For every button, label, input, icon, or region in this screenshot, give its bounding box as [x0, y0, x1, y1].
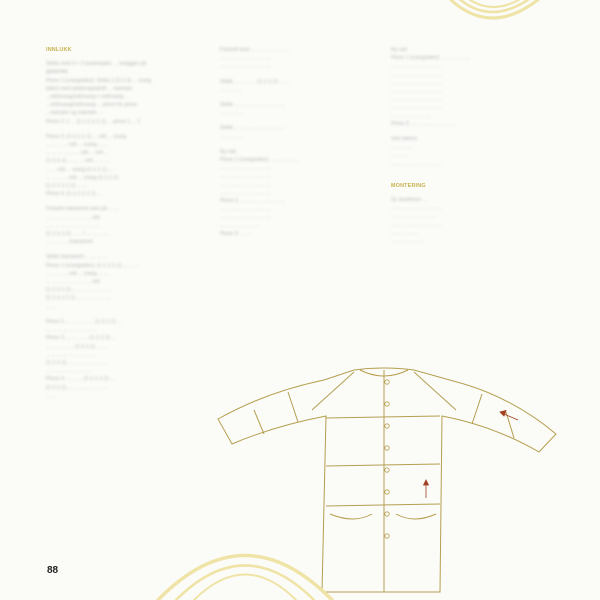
text-line: (1-1-1-1) ... ... ... ... ... ... ...	[46, 359, 107, 366]
text-line: Pinne 2: ... ... ... ... ... (1-1-1-1) ...	[46, 318, 122, 325]
body-paragraph	[220, 46, 378, 71]
text-line: (1-1-1-1) ... ... ... rett ... ... ...	[46, 158, 110, 165]
text-line: ... ... ... ... ... ... ... ... ...	[46, 351, 97, 358]
text-line: ... ... ... ... ... ... rett ... rett ...	[46, 150, 109, 157]
text-line: ... ... ... ... ... ... ... ... ...	[220, 214, 271, 221]
text-line: Fortsett mønsteret som på ... ...	[46, 206, 119, 213]
text-line: Pinne 2: ... ... ... ... ... ... ... ...	[220, 198, 286, 205]
text-line: ... ... ... ... ... ... ... ... ...	[391, 71, 442, 78]
text-line: Sy skuldrene ...	[391, 197, 427, 204]
text-line: ... ... ... ... ... ... ... ... rett	[46, 214, 100, 221]
text-line: ... ... ... ... ... ... ... ... ...	[391, 160, 442, 167]
text-line: ... ... ... ... ... ... ...	[391, 112, 430, 119]
text-line: ... ... ... ...	[220, 133, 242, 140]
text-line: ... ... ... ... ... ... ... ... ...	[391, 63, 442, 70]
text-line: ... ... ... ... ... ... ... ... ...	[391, 205, 442, 212]
text-line: ... ... ... ...	[220, 86, 242, 93]
body-paragraph	[46, 60, 208, 126]
text-line: ... ... ... ... ... (1-1-1-1) ... ...	[46, 343, 107, 350]
body-paragraph	[220, 101, 378, 117]
body-paragraph	[46, 133, 208, 199]
text-column-1	[46, 46, 208, 407]
text-line: ...mønster og mønster ...	[46, 110, 103, 117]
text-line: Pinne 1 (vrangsiden): Strikk 1 (2-2-3) ... vrang	[46, 77, 152, 84]
text-column-2	[220, 46, 378, 245]
body-paragraph	[220, 148, 378, 238]
body-paragraph	[391, 196, 553, 245]
text-line: ... ... ... ... ... ... ... ... ...	[220, 63, 271, 70]
text-line: ... ... ... ...	[220, 110, 242, 117]
page-number: 88	[47, 565, 59, 576]
text-line: ... ... ... ... ... ... ... ... ...	[391, 104, 442, 111]
text-line: ... ... ... ... ... ... ... ... ...	[46, 327, 97, 334]
text-line: ... ... ... ... ... ... ...	[220, 222, 259, 229]
text-line: ... ... ... ... ...	[391, 229, 419, 236]
text-line: (1-1-1-1-1-1) ... ...	[46, 183, 87, 190]
text-line: ... ... ... ... ... ... ... ...	[391, 213, 436, 220]
body-paragraph	[391, 46, 553, 128]
text-line: Strikk ... ... ... ... ... ... ... ... ...	[220, 102, 285, 109]
decorative-gold-rings	[440, 0, 550, 34]
text-line: Strikk mønsteret ... ... ... ...	[46, 254, 107, 261]
text-line: ... ... ... ... ... ... ... ... ...	[220, 206, 271, 213]
column-paragraphs	[46, 60, 208, 400]
text-line: ... ... rett ... vrang (1-1-1-1) ...	[46, 166, 113, 173]
decorative-gold-rings	[150, 525, 340, 600]
text-line: ... ... ... ... ... ... ... ... ...	[220, 181, 271, 188]
body-paragraph	[46, 205, 208, 246]
body-paragraph	[46, 318, 208, 400]
column-paragraphs	[220, 46, 378, 238]
body-paragraph	[220, 78, 378, 94]
text-line: Pinne 4: (1-1-1-1-1-1) ...	[46, 191, 102, 198]
body-paragraph	[46, 253, 208, 310]
text-line: Ny rad:	[391, 47, 408, 53]
text-line: Pinne 1 (vrangsiden): ... ... ... ... ...	[220, 157, 299, 164]
text-line: ... ... ... ... ... ... ... ... rett	[46, 279, 100, 286]
text-line: Pinne 4: ... ... ... (1-1-1-1-1) ...	[46, 376, 115, 383]
text-line: ... ... ...	[391, 152, 407, 159]
text-line: ... ...	[46, 392, 57, 399]
text-line: (ikke) med strikkeoppskrift ... mønster	[46, 85, 133, 92]
text-line: (1-1-1-1) ... ... ... ... ... ... ...	[46, 384, 107, 391]
text-line: ... ... ... ... rett ... vrang (1-1-1-1)	[46, 174, 119, 181]
text-line: ... ... ... ... ... ... ... ... ...	[391, 96, 442, 103]
text-line: Strikk ... ... ... ... ... ... ... ... ...	[220, 125, 285, 132]
text-line: ... ... ... ... ... ... ... ... ...	[220, 189, 271, 196]
text-line: Pinne 3: (1-1-1-1-1) ... rett ... vrang	[46, 133, 127, 140]
text-line: Pinne 2: ... ... ... ... ... ... ... ...	[391, 120, 457, 127]
text-line: Pinne 3: ... ...	[220, 230, 251, 237]
text-line: Pinne 1 (vrangsiden): (1-1-1-1-1) ... ... ...	[46, 262, 139, 269]
text-line: ... ... ... ... mønsteret.	[46, 239, 94, 246]
text-line: ... ... ... ... rett ... vrang ... ...	[46, 142, 109, 149]
section-heading: INNLUKK	[46, 47, 72, 53]
text-line: Strikk med 4 + 2 kantmasker ... Innjigger på	[46, 61, 147, 68]
text-line: ... ... ... ... ... ... ... ... ...	[391, 88, 442, 95]
column-paragraphs	[391, 196, 553, 245]
text-line: Fortsett med ... ... ... ... ... ... ...	[220, 47, 290, 53]
text-line: ...rett/vrang/rett/vrang + rett/vrang ...	[46, 94, 130, 101]
text-line: Pinne 3: ... ... ... ... (1-1-1-1) ...	[46, 335, 116, 342]
text-line: Strikk ... ... ... ... (1-1-1-1) ... ...	[220, 78, 290, 85]
text-line: ... ... ... ... ... ... ... ... ...	[220, 55, 271, 62]
text-line: Pinne 1 (vrangsiden): ... ... ... ... ...	[391, 55, 470, 62]
text-line: Pinne 2: 1 ... (1-1-1-1-1-1) ... pinne 1 ... 1	[46, 118, 141, 125]
text-line: glattstrikk	[46, 69, 68, 76]
section-heading: MONTERING	[391, 182, 426, 189]
body-paragraph	[220, 124, 378, 140]
text-line: ... ... ... ... ... ... ... ... ...	[220, 173, 271, 180]
text-line: Ny rad:	[220, 148, 237, 155]
text-line: ... ... ... ...	[391, 144, 413, 151]
text-line: (1-1-1-1-1-1) ... ... ... ... ... ...	[46, 295, 110, 302]
text-line: (1-1-1-1-1) ... ... ... ... ... ... ...	[46, 287, 112, 294]
text-line: ... ... ... ... ... ... ... ... ...	[220, 165, 271, 172]
text-line: ... ... ... ... ... ... ... ...	[46, 368, 91, 375]
text-line: (1-1-1-1-1) ... ... / ... ... ... ...	[46, 231, 109, 238]
text-line: ... ... ... ... ... ... ... ... ...	[391, 221, 442, 228]
text-line: ... ... ... ... ... ...	[391, 238, 425, 245]
body-paragraph	[391, 135, 553, 168]
text-line: ...rett/vrang/rett/vrang ... pinne for pinne	[46, 102, 138, 109]
text-column-3	[391, 46, 553, 252]
text-line: , ... ... ... ... ... ... ... ... ...	[46, 222, 100, 229]
text-line: ... ... ... ... rett ... vrang ... ...	[46, 270, 109, 277]
column-paragraphs	[391, 46, 553, 168]
text-line: ... ... ... ... ... ... ... ... ...	[391, 79, 442, 86]
text-line: Ved sidene:	[391, 136, 419, 143]
text-line: ... ...	[46, 303, 57, 310]
